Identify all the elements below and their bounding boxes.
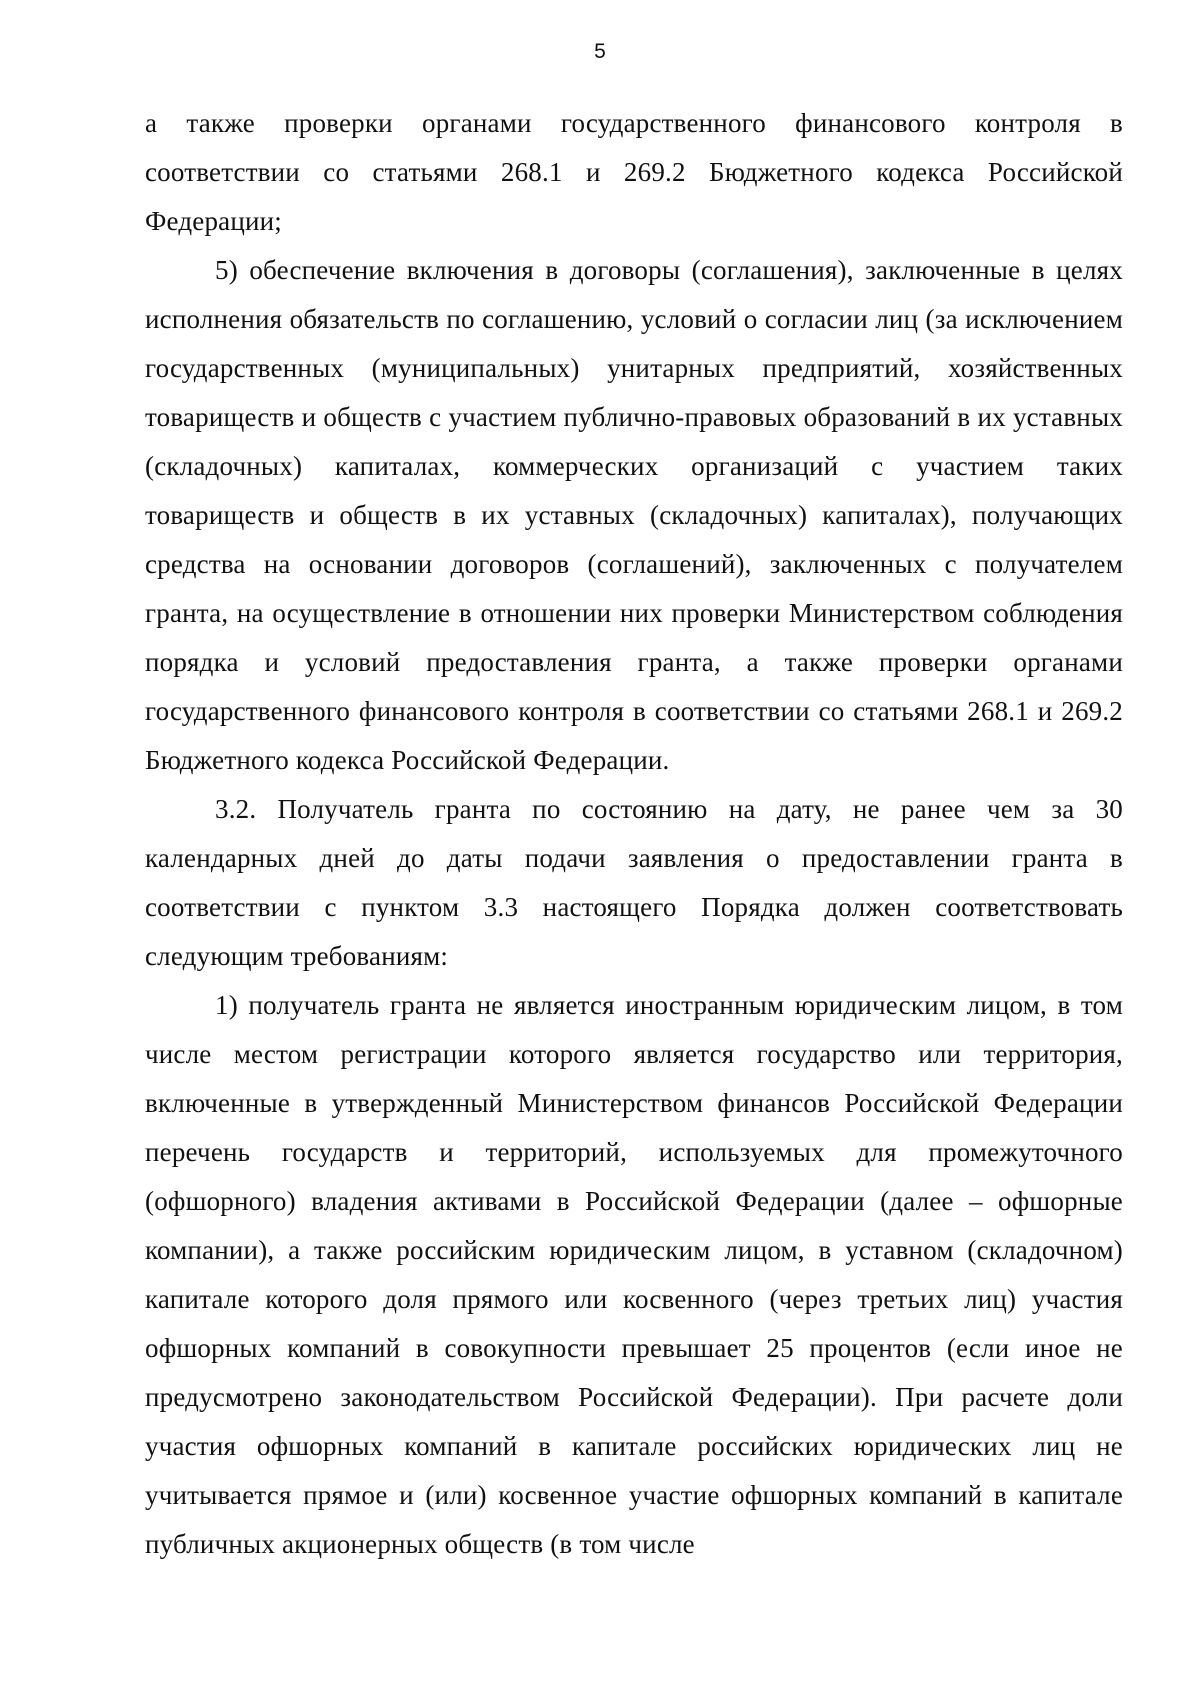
paragraph-continuation: а также проверки органами государственного финансового контроля в соответствии со статьями 268.1 и 269.2 Бюджетного кодекса Российской Федерации;: [145, 108, 1123, 236]
paragraph-item-5: 5) обеспечение включения в договоры (соглашения), заключенные в целях исполнения обязательств по соглашению, условий о согласии лиц (за исключением государственных (муниципальных) унитарных предприятий, хозяйственных товариществ и обществ с участием публично-правовых образований в их уставных (складочных) капиталах, коммерческих организаций с участием таких товариществ и обществ в их уставных (складочных) капиталах), получающих средства на основании договоров (соглашений), заключенных с получателем гранта, на осуществление в отношении них проверки Министерством соблюдения порядка и условий предоставления гранта, а также проверки органами государственного финансового контроля в соответствии со статьями 268.1 и 269.2 Бюджетного кодекса Российской Федерации.: [145, 255, 1123, 775]
page-number: 5: [594, 40, 606, 63]
paragraph-section-3-2: 3.2. Получатель гранта по состоянию на дату, не ранее чем за 30 календарных дней до даты подачи заявления о предоставлении гранта в соответствии с пунктом 3.3 настоящего Порядка должен соответствовать следующим требованиям:: [145, 794, 1123, 971]
document-body: [145, 99, 1123, 1569]
paragraph-item-1: 1) получатель гранта не является иностранным юридическим лицом, в том числе местом регистрации которого является государство или территория, включенные в утвержденный Министерством финансов Российской Федерации перечень государств и территорий, используемых для промежуточного (офшорного) владения активами в Российской Федерации (далее – офшорные компании), а также российским юридическим лицом, в уставном (складочном) капитале которого доля прямого или косвенного (через третьих лиц) участия офшорных компаний в совокупности превышает 25 процентов (если иное не предусмотрено законодательством Российской Федерации). При расчете доли участия офшорных компаний в капитале российских юридических лиц не учитывается прямое и (или) косвенное участие офшорных компаний в капитале публичных акционерных обществ (в том числе: [145, 990, 1123, 1559]
